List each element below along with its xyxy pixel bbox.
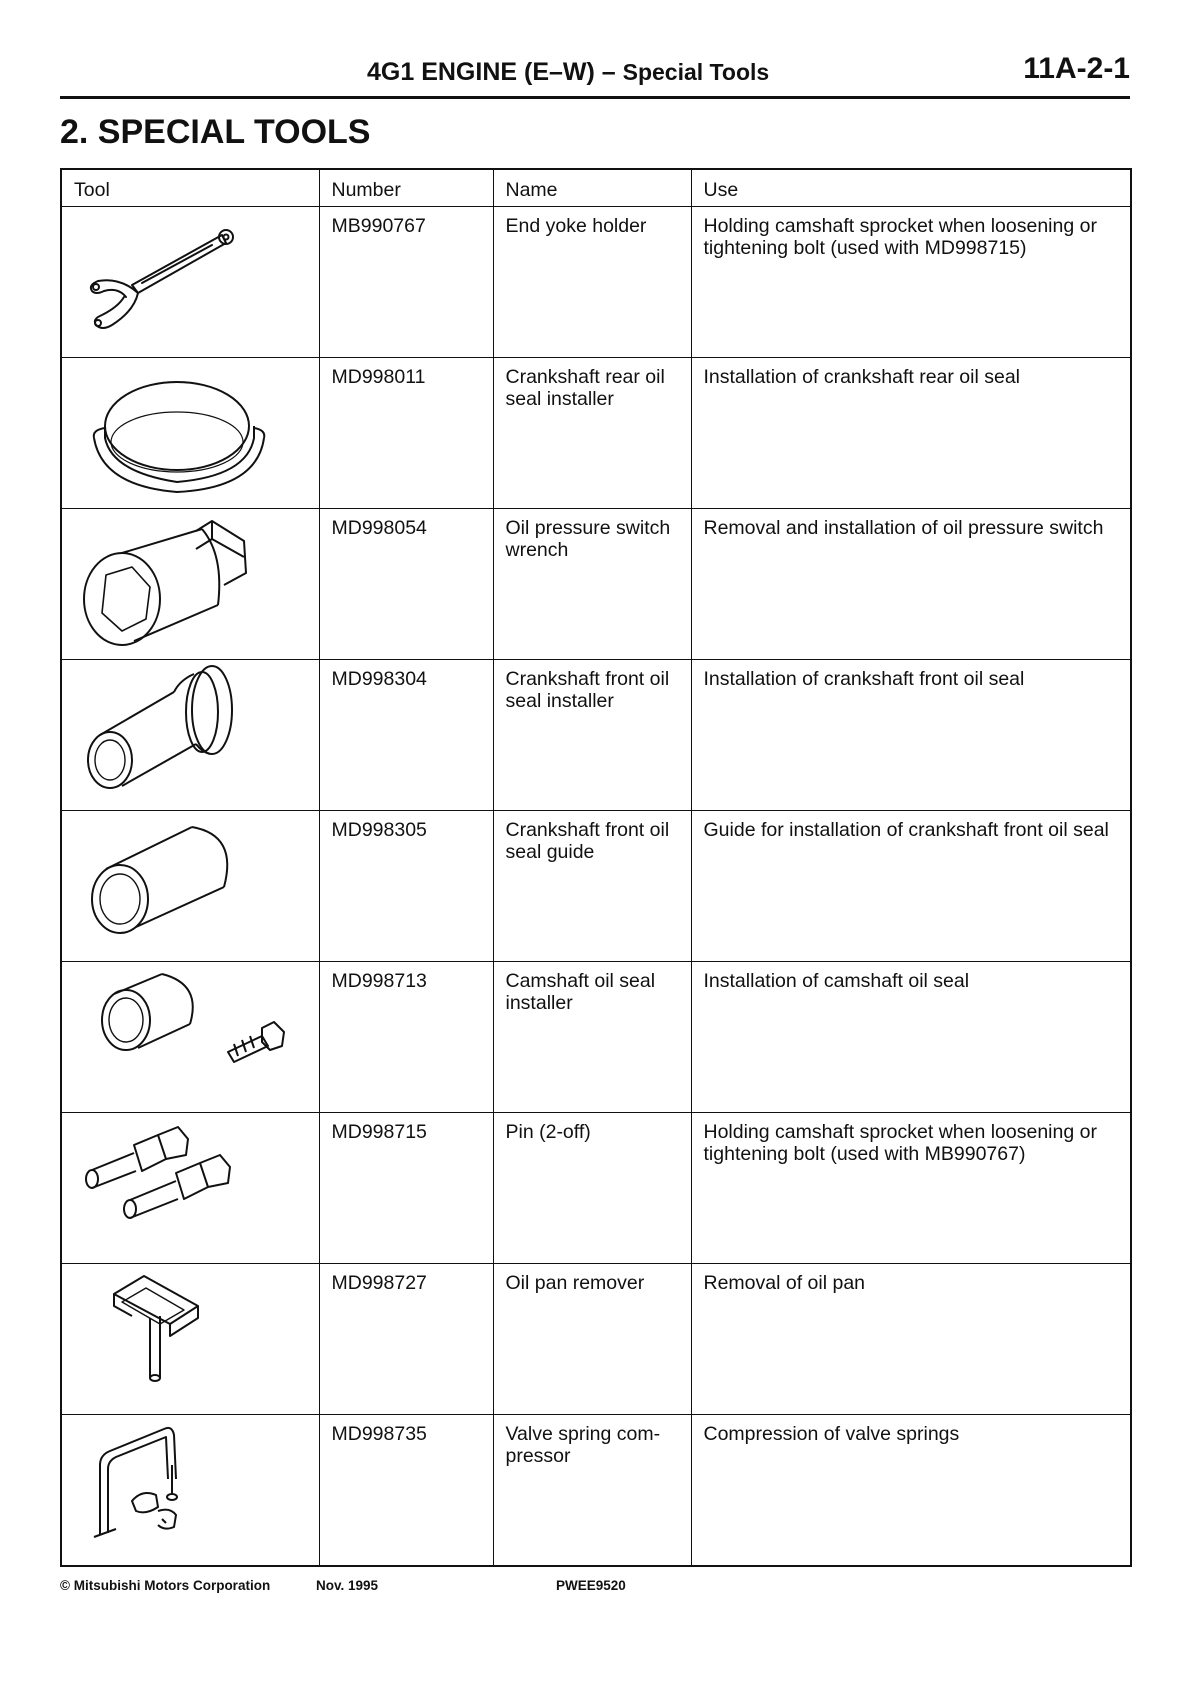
tool-use: Guide for installation of crankshaft front oil seal (691, 811, 1131, 962)
table-header-row (61, 169, 1131, 207)
footer-code: PWEE9520 (556, 1578, 626, 1593)
tool-number: MD998715 (319, 1113, 493, 1264)
table-row (61, 1113, 1131, 1264)
tool-number: MD998727 (319, 1264, 493, 1415)
page-number: 11A-2-1 (1023, 52, 1130, 85)
tool-illustration-cell (61, 660, 319, 811)
table-row (61, 962, 1131, 1113)
tool-use: Installation of camshaft oil seal (691, 962, 1131, 1113)
tool-use: Installation of crankshaft rear oil seal (691, 358, 1131, 509)
tool-illustration-cell (61, 1264, 319, 1415)
end-yoke-holder-icon (62, 207, 320, 357)
column-header-number: Number (319, 169, 493, 207)
table-row (61, 1415, 1131, 1567)
guide-sleeve-icon (62, 811, 320, 961)
header-title (367, 58, 769, 87)
tool-use: Compression of valve springs (691, 1415, 1131, 1567)
tool-use: Removal and installation of oil pressure switch (691, 509, 1131, 660)
tool-name: End yoke holder (493, 207, 691, 358)
tool-name: Crankshaft front oil seal guide (493, 811, 691, 962)
c-clamp-compressor-icon (62, 1415, 320, 1565)
tool-illustration-cell (61, 1415, 319, 1567)
tool-illustration-cell (61, 207, 319, 358)
tool-number: MD998305 (319, 811, 493, 962)
tool-number: MD998054 (319, 509, 493, 660)
tool-use: Removal of oil pan (691, 1264, 1131, 1415)
cup-and-bolt-icon (62, 962, 320, 1112)
t-handle-remover-icon (62, 1264, 320, 1414)
header-title-main: 4G1 ENGINE (E–W) – (367, 58, 616, 86)
tool-name: Pin (2-off) (493, 1113, 691, 1264)
tool-name: Oil pressure switch wrench (493, 509, 691, 660)
tool-number: MD998713 (319, 962, 493, 1113)
tool-name: Crankshaft rear oil seal installer (493, 358, 691, 509)
tool-use: Installation of crankshaft front oil seal (691, 660, 1131, 811)
tool-use: Holding camshaft sprocket when loosening or tightening bolt (used with MB990767) (691, 1113, 1131, 1264)
tool-number: MB990767 (319, 207, 493, 358)
column-header-use: Use (691, 169, 1131, 207)
table-row (61, 207, 1131, 358)
footer-copyright: © Mitsubishi Motors Corporation (60, 1578, 271, 1593)
tool-name: Camshaft oil seal installer (493, 962, 691, 1113)
tool-name: Crankshaft front oil seal installer (493, 660, 691, 811)
table-row (61, 660, 1131, 811)
tool-illustration-cell (61, 509, 319, 660)
tool-illustration-cell (61, 811, 319, 962)
tool-name: Valve spring com-pressor (493, 1415, 691, 1567)
footer-date: Nov. 1995 (316, 1578, 379, 1593)
tool-use: Holding camshaft sprocket when loosening or tightening bolt (used with MD998715) (691, 207, 1131, 358)
flanged-sleeve-icon (62, 660, 320, 810)
table-row (61, 811, 1131, 962)
seal-installer-disc-icon (62, 358, 320, 508)
special-tools-table (60, 168, 1132, 1567)
tool-illustration-cell (61, 962, 319, 1113)
section-title: 2. SPECIAL TOOLS (60, 113, 371, 151)
socket-wrench-icon (62, 509, 320, 659)
tool-number: MD998011 (319, 358, 493, 509)
tool-illustration-cell (61, 1113, 319, 1264)
tool-number: MD998304 (319, 660, 493, 811)
header-subtitle: Special Tools (622, 59, 770, 85)
table-row (61, 358, 1131, 509)
tool-illustration-cell (61, 358, 319, 509)
column-header-name: Name (493, 169, 691, 207)
tool-number: MD998735 (319, 1415, 493, 1567)
page-header (60, 50, 1130, 99)
table-row (61, 1264, 1131, 1415)
table-row (61, 509, 1131, 660)
tool-name: Oil pan remover (493, 1264, 691, 1415)
column-header-tool: Tool (61, 169, 319, 207)
pins-icon (62, 1113, 320, 1263)
